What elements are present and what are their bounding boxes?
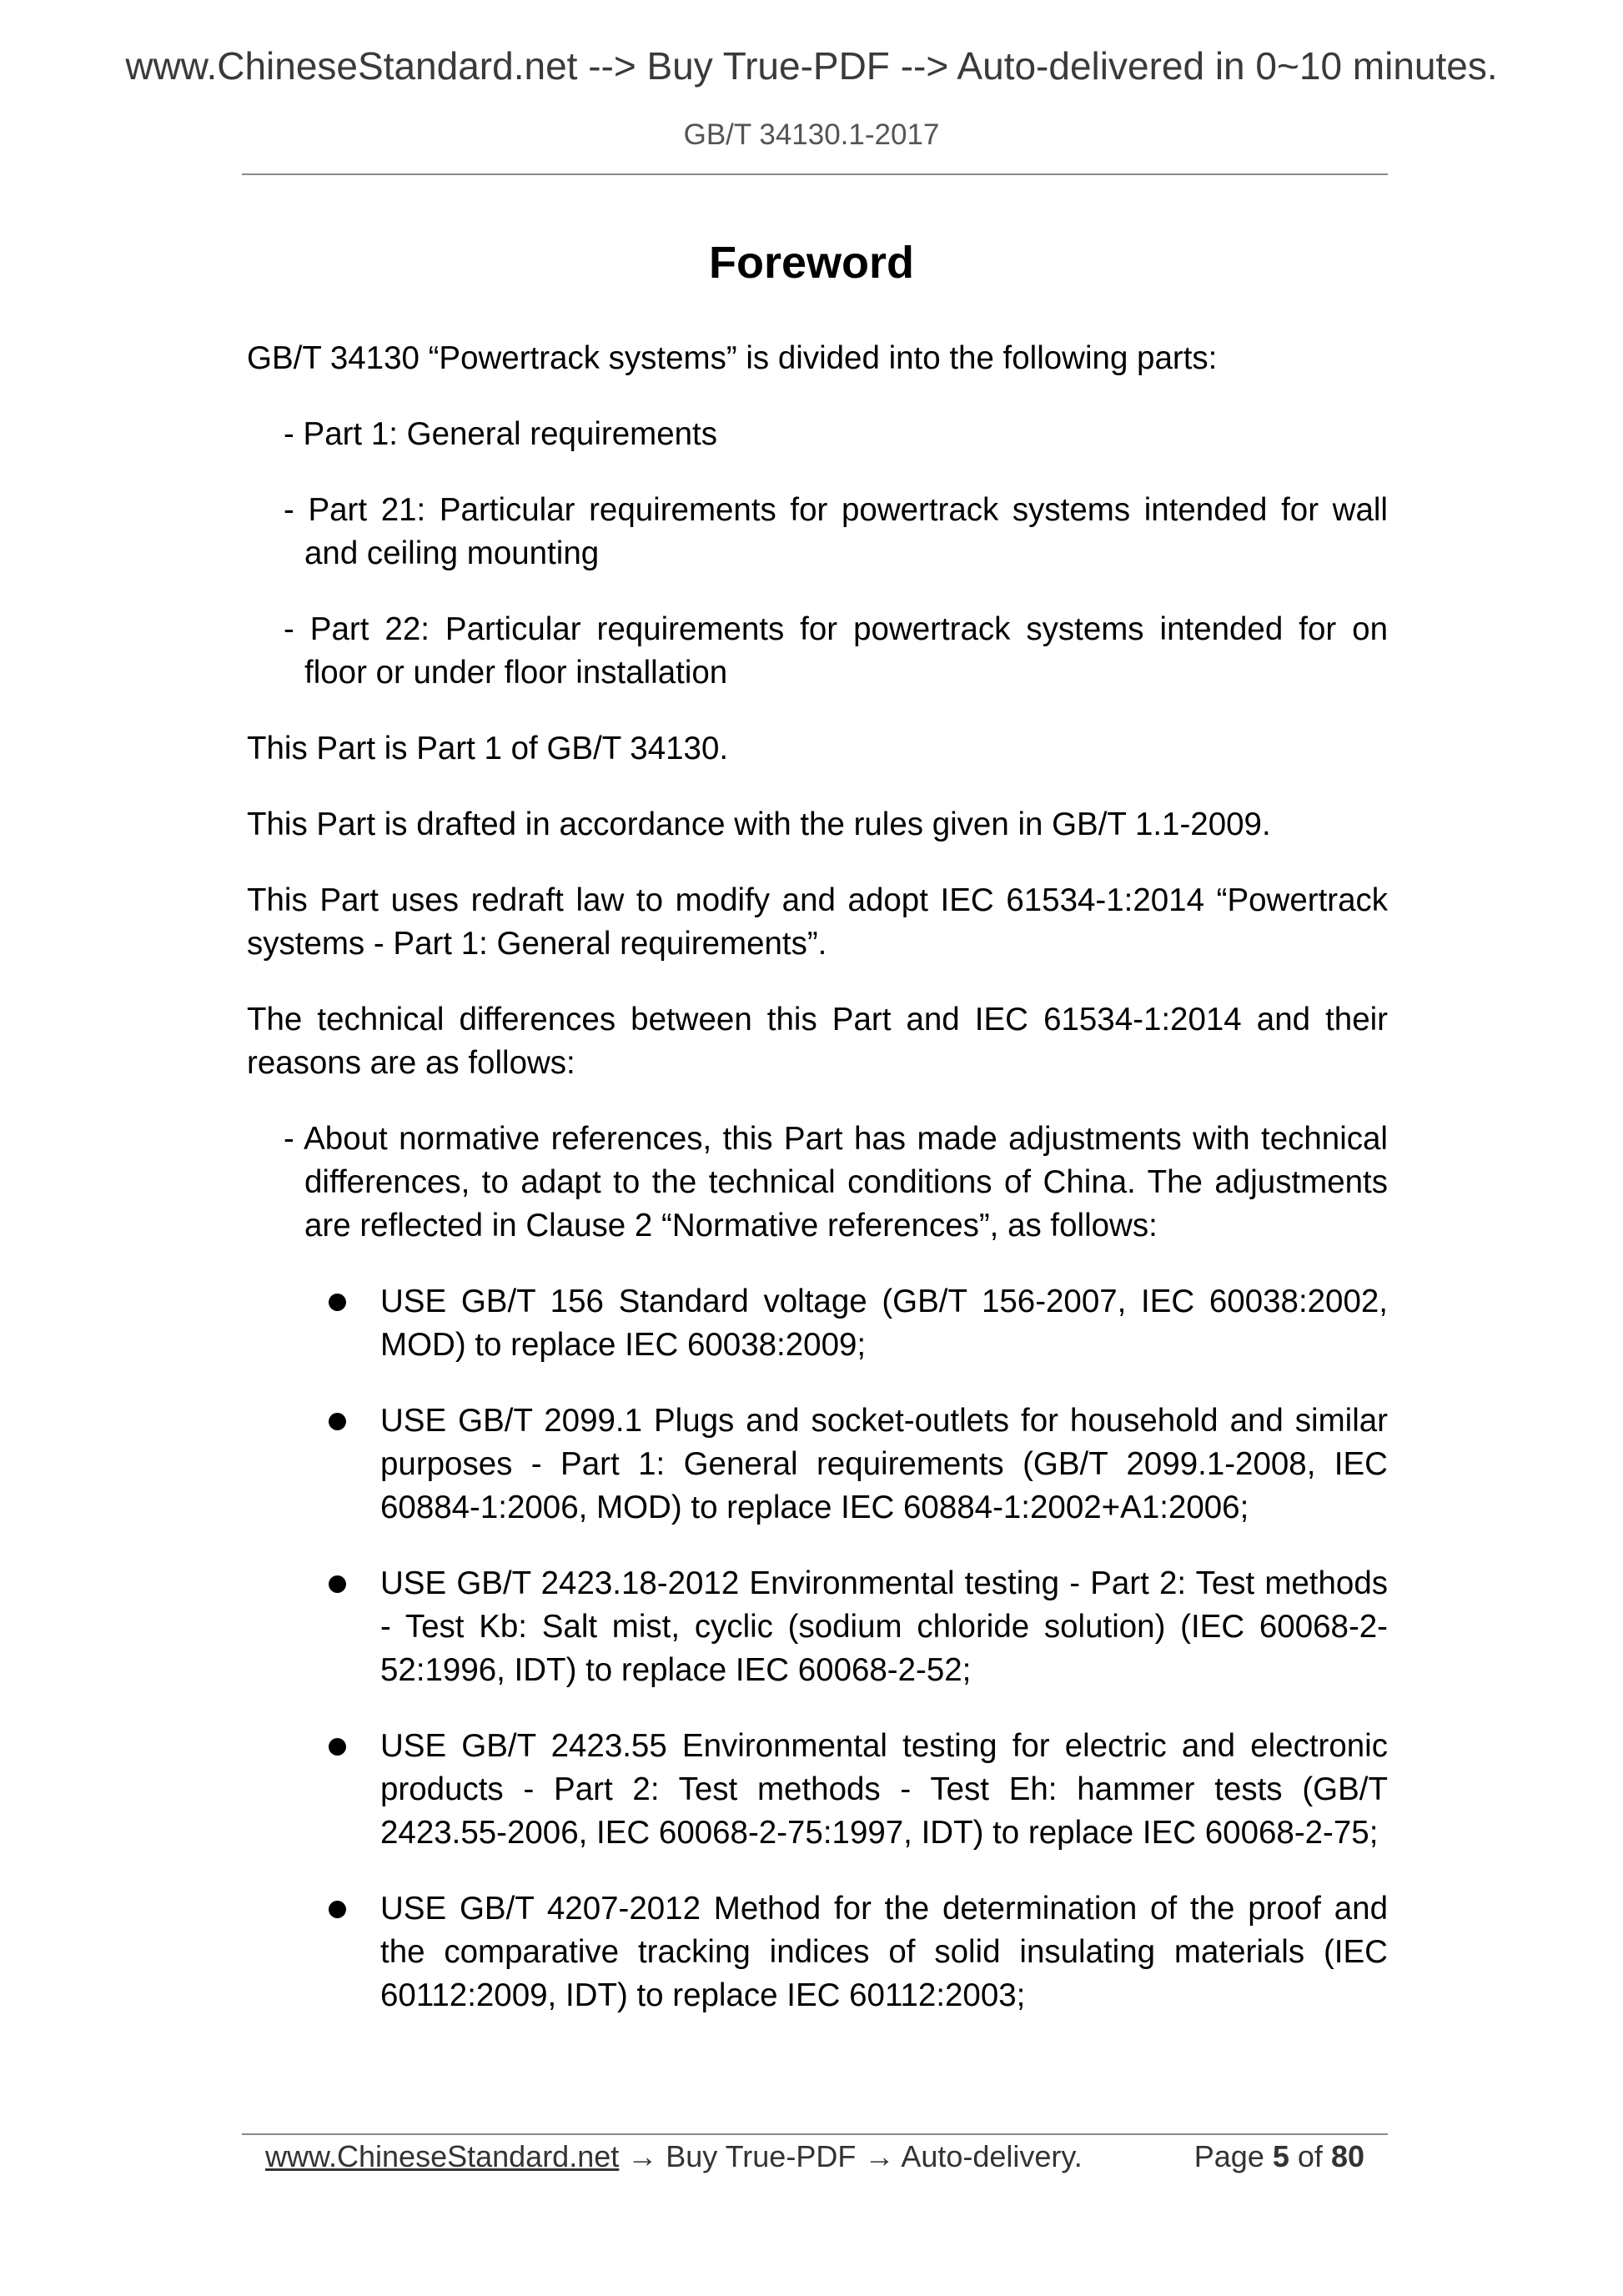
page-title: Foreword [708, 238, 914, 288]
bullet-icon [329, 1901, 346, 1918]
page-current: 5 [1272, 2139, 1289, 2173]
body-paragraph: This Part is Part 1 of GB/T 34130. [247, 731, 729, 766]
reference-text: USE GB/T 2423.18-2012 Environmental testing - Part 2: Test methods - Test Kb: Salt mist, cyclic (sodium chloride solution) (IEC 60068-2-52:1996, IDT) to replace IEC 60068-2-52; [380, 1565, 1388, 1688]
reference-item [247, 1887, 1388, 2017]
bullet-icon [329, 1738, 346, 1756]
bullet-icon [329, 1413, 346, 1430]
standard-code: GB/T 34130.1-2017 [683, 118, 940, 151]
reference-item [247, 1399, 1388, 1530]
reference-text: USE GB/T 2423.55 Environmental testing for electric and electronic products - Part 2: Test methods - Test Eh: hammer tests (GB/T 2423.55-2006, IEC 60068-2-75:1997, IDT) to replace IEC 60068-2-75; [380, 1728, 1388, 1851]
page-of-label: of [1297, 2139, 1323, 2173]
reference-list [247, 1280, 1388, 2017]
page-total: 80 [1330, 2139, 1364, 2173]
footer-left [265, 2137, 1083, 2177]
reference-item [247, 1725, 1388, 1855]
intro-paragraph: GB/T 34130 “Powertrack systems” is divided into the following parts: [247, 340, 1218, 376]
difference-item: - About normative references, this Part has made adjustments with technical differences, to adapt to the technical conditions of China. The adjustments are reflected in Clause 2 “Normative references”, as follows: [284, 1121, 1388, 1243]
reference-text: USE GB/T 156 Standard voltage (GB/T 156-2007, IEC 60038:2002, MOD) to replace IEC 60038:2009; [380, 1284, 1388, 1363]
body-paragraph: The technical differences between this Part and IEC 61534-1:2014 and their reasons are as follows: [247, 1002, 1388, 1081]
reference-item [247, 1562, 1388, 1692]
page-label: Page [1193, 2139, 1264, 2173]
footer-divider [242, 2133, 1388, 2135]
page-indicator [1194, 2137, 1364, 2177]
reference-text: USE GB/T 2099.1 Plugs and socket-outlets for household and similar purposes - Part 1: General requirements (GB/T 2099.1-2008, IEC 60884-1:2006, MOD) to replace IEC 60884-1:2002+A1:2006; [380, 1403, 1388, 1525]
reference-item [247, 1280, 1388, 1367]
part-list-item: - Part 1: General requirements [284, 416, 717, 452]
part-list-item: - Part 22: Particular requirements for powertrack systems intended for on floor or under floor installation [284, 611, 1388, 691]
footer-tagline: → Buy True-PDF → Auto-delivery. [619, 2139, 1083, 2173]
body-paragraph: This Part uses redraft law to modify and adopt IEC 61534-1:2014 “Powertrack systems - Part 1: General requirements”. [247, 882, 1388, 962]
header-divider [242, 173, 1388, 175]
document-body [247, 337, 1388, 2050]
bullet-icon [329, 1575, 346, 1593]
top-banner: www.ChineseStandard.net --> Buy True-PDF --> Auto-delivered in 0~10 minutes. [125, 44, 1498, 88]
body-paragraph: This Part is drafted in accordance with the rules given in GB/T 1.1-2009. [247, 806, 1271, 842]
part-list-item: - Part 21: Particular requirements for powertrack systems intended for wall and ceiling mounting [284, 492, 1388, 571]
bullet-icon [329, 1294, 346, 1311]
page-footer [265, 2137, 1364, 2177]
footer-site-link[interactable]: www.ChineseStandard.net [265, 2139, 620, 2173]
reference-text: USE GB/T 4207-2012 Method for the determination of the proof and the comparative tracking indices of solid insulating materials (IEC 60112:2009, IDT) to replace IEC 60112:2003; [380, 1891, 1388, 2013]
